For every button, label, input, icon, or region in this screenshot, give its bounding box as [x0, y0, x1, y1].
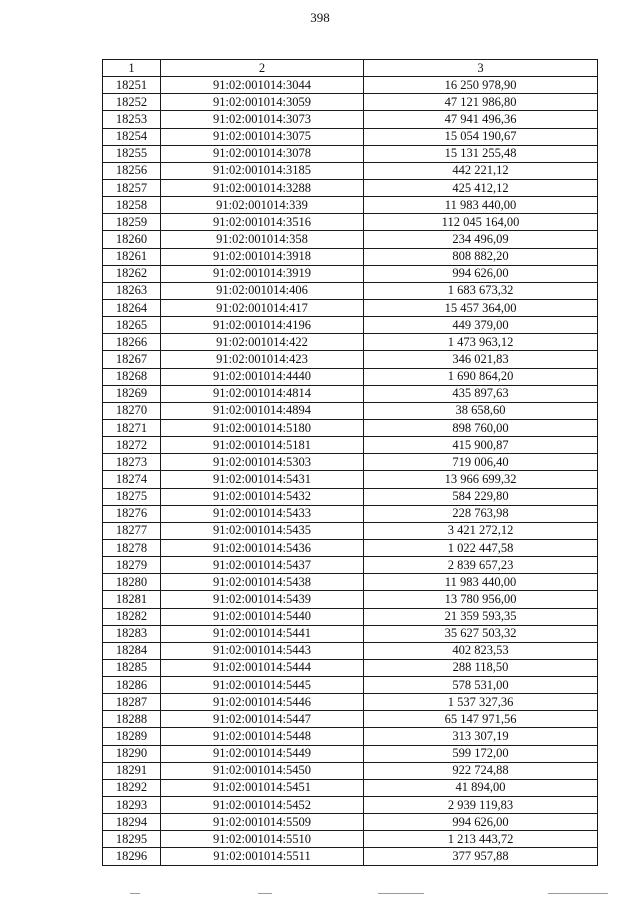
- cadastral-number: 91:02:001014:3078: [161, 145, 364, 162]
- cadastral-value: 11 983 440,00: [364, 574, 598, 591]
- cadastral-number: 91:02:001014:422: [161, 334, 364, 351]
- cadastral-number: 91:02:001014:406: [161, 282, 364, 299]
- cadastral-value: 922 724,88: [364, 762, 598, 779]
- table-row: [103, 762, 598, 779]
- table-row: [103, 779, 598, 796]
- table-row: [103, 591, 598, 608]
- cadastral-value: 346 021,83: [364, 351, 598, 368]
- row-number: 18251: [103, 77, 161, 94]
- cadastral-number: 91:02:001014:5431: [161, 471, 364, 488]
- table-row: [103, 111, 598, 128]
- row-number: 18283: [103, 625, 161, 642]
- cadastral-value: 1 690 864,20: [364, 368, 598, 385]
- cadastral-number: 91:02:001014:5303: [161, 454, 364, 471]
- cadastral-value: 584 229,80: [364, 488, 598, 505]
- table-row: [103, 128, 598, 145]
- table-row: [103, 265, 598, 282]
- row-number: 18264: [103, 299, 161, 316]
- table-row: [103, 522, 598, 539]
- cadastral-value: 435 897,63: [364, 385, 598, 402]
- cadastral-value: 1 683 673,32: [364, 282, 598, 299]
- table-row: [103, 145, 598, 162]
- table-row: [103, 214, 598, 231]
- table-row: [103, 557, 598, 574]
- cadastral-value: 578 531,00: [364, 677, 598, 694]
- row-number: 18281: [103, 591, 161, 608]
- cadastral-number: 91:02:001014:5432: [161, 488, 364, 505]
- cadastral-value: 228 763,98: [364, 505, 598, 522]
- table-body: [103, 77, 598, 865]
- row-number: 18260: [103, 231, 161, 248]
- column-header-1: 1: [103, 60, 161, 77]
- cadastral-value: 13 780 956,00: [364, 591, 598, 608]
- row-number: 18279: [103, 557, 161, 574]
- cadastral-value: 898 760,00: [364, 419, 598, 436]
- cadastral-number: 91:02:001014:5436: [161, 539, 364, 556]
- cadastral-number: 91:02:001014:3516: [161, 214, 364, 231]
- cadastral-value: 2 839 657,23: [364, 557, 598, 574]
- cadastral-number: 91:02:001014:4196: [161, 317, 364, 334]
- row-number: 18256: [103, 162, 161, 179]
- cadastral-number: 91:02:001014:4814: [161, 385, 364, 402]
- cadastral-number: 91:02:001014:5446: [161, 694, 364, 711]
- cadastral-number: 91:02:001014:5443: [161, 642, 364, 659]
- cadastral-number: 91:02:001014:5447: [161, 711, 364, 728]
- table-row: [103, 625, 598, 642]
- row-number: 18280: [103, 574, 161, 591]
- cadastral-value: 41 894,00: [364, 779, 598, 796]
- cadastral-value: 994 626,00: [364, 265, 598, 282]
- cadastral-value: 377 957,88: [364, 848, 598, 865]
- page-number: 398: [310, 10, 330, 25]
- cadastral-number: 91:02:001014:5509: [161, 814, 364, 831]
- row-number: 18288: [103, 711, 161, 728]
- cadastral-number: 91:02:001014:5452: [161, 797, 364, 814]
- row-number: 18270: [103, 402, 161, 419]
- cadastral-value: 11 983 440,00: [364, 197, 598, 214]
- cadastral-value: 15 457 364,00: [364, 299, 598, 316]
- cadastral-value: 16 250 978,90: [364, 77, 598, 94]
- cadastral-number: 91:02:001014:5444: [161, 659, 364, 676]
- table-row: [103, 745, 598, 762]
- cadastral-number: 91:02:001014:5445: [161, 677, 364, 694]
- table-row: [103, 402, 598, 419]
- cadastral-number: 91:02:001014:5181: [161, 437, 364, 454]
- cadastral-number: 91:02:001014:5437: [161, 557, 364, 574]
- cadastral-value: 415 900,87: [364, 437, 598, 454]
- cadastral-number: 91:02:001014:3919: [161, 265, 364, 282]
- row-number: 18266: [103, 334, 161, 351]
- table-row: [103, 179, 598, 196]
- cadastral-number: 91:02:001014:3044: [161, 77, 364, 94]
- cadastral-number: 91:02:001014:3059: [161, 94, 364, 111]
- row-number: 18272: [103, 437, 161, 454]
- row-number: 18269: [103, 385, 161, 402]
- row-number: 18276: [103, 505, 161, 522]
- cadastral-number: 91:02:001014:5180: [161, 419, 364, 436]
- row-number: 18252: [103, 94, 161, 111]
- row-number: 18268: [103, 368, 161, 385]
- table-row: [103, 797, 598, 814]
- column-header-2: 2: [161, 60, 364, 77]
- row-number: 18254: [103, 128, 161, 145]
- row-number: 18293: [103, 797, 161, 814]
- cadastral-value: 3 421 272,12: [364, 522, 598, 539]
- cadastral-value: 442 221,12: [364, 162, 598, 179]
- row-number: 18292: [103, 779, 161, 796]
- scan-mark: [258, 893, 272, 894]
- cadastral-number: 91:02:001014:5433: [161, 505, 364, 522]
- cadastral-value: 15 131 255,48: [364, 145, 598, 162]
- row-number: 18289: [103, 728, 161, 745]
- cadastral-number: 91:02:001014:5511: [161, 848, 364, 865]
- table-row: [103, 385, 598, 402]
- cadastral-value: 808 882,20: [364, 248, 598, 265]
- table-row: [103, 814, 598, 831]
- row-number: 18286: [103, 677, 161, 694]
- cadastral-value: 47 941 496,36: [364, 111, 598, 128]
- cadastral-number: 91:02:001014:3288: [161, 179, 364, 196]
- row-number: 18287: [103, 694, 161, 711]
- cadastral-value: 15 054 190,67: [364, 128, 598, 145]
- table-row: [103, 488, 598, 505]
- cadastral-value: 599 172,00: [364, 745, 598, 762]
- row-number: 18257: [103, 179, 161, 196]
- table-row: [103, 539, 598, 556]
- cadastral-value: 425 412,12: [364, 179, 598, 196]
- cadastral-number: 91:02:001014:5451: [161, 779, 364, 796]
- row-number: 18296: [103, 848, 161, 865]
- cadastral-value: 1 537 327,36: [364, 694, 598, 711]
- table-row: [103, 728, 598, 745]
- cadastral-value: 449 379,00: [364, 317, 598, 334]
- cadastral-number: 91:02:001014:358: [161, 231, 364, 248]
- cadastral-value: 1 022 447,58: [364, 539, 598, 556]
- table-row: [103, 659, 598, 676]
- table-row: [103, 831, 598, 848]
- row-number: 18282: [103, 608, 161, 625]
- cadastral-number: 91:02:001014:4894: [161, 402, 364, 419]
- table-row: [103, 574, 598, 591]
- row-number: 18291: [103, 762, 161, 779]
- row-number: 18262: [103, 265, 161, 282]
- scan-artifacts: [0, 893, 640, 904]
- cadastral-number: 91:02:001014:5435: [161, 522, 364, 539]
- table-row: [103, 351, 598, 368]
- row-number: 18285: [103, 659, 161, 676]
- table-row: [103, 608, 598, 625]
- data-table: [102, 59, 598, 866]
- table-row: [103, 94, 598, 111]
- row-number: 18263: [103, 282, 161, 299]
- cadastral-value: 13 966 699,32: [364, 471, 598, 488]
- cadastral-number: 91:02:001014:4440: [161, 368, 364, 385]
- scan-mark: [548, 893, 608, 894]
- cadastral-value: 35 627 503,32: [364, 625, 598, 642]
- table-row: [103, 231, 598, 248]
- scan-mark: [378, 893, 424, 894]
- cadastral-number: 91:02:001014:5450: [161, 762, 364, 779]
- row-number: 18290: [103, 745, 161, 762]
- table-row: [103, 677, 598, 694]
- table-row: [103, 299, 598, 316]
- row-number: 18273: [103, 454, 161, 471]
- table-row: [103, 454, 598, 471]
- cadastral-value: 234 496,09: [364, 231, 598, 248]
- row-number: 18259: [103, 214, 161, 231]
- cadastral-value: 313 307,19: [364, 728, 598, 745]
- cadastral-value: 112 045 164,00: [364, 214, 598, 231]
- table-row: [103, 419, 598, 436]
- table-row: [103, 471, 598, 488]
- row-number: 18284: [103, 642, 161, 659]
- row-number: 18253: [103, 111, 161, 128]
- cadastral-number: 91:02:001014:339: [161, 197, 364, 214]
- row-number: 18267: [103, 351, 161, 368]
- cadastral-value: 2 939 119,83: [364, 797, 598, 814]
- row-number: 18275: [103, 488, 161, 505]
- cadastral-number: 91:02:001014:5449: [161, 745, 364, 762]
- table-row: [103, 848, 598, 865]
- cadastral-number: 91:02:001014:3185: [161, 162, 364, 179]
- table-row: [103, 642, 598, 659]
- cadastral-number: 91:02:001014:5438: [161, 574, 364, 591]
- table-row: [103, 711, 598, 728]
- table-row: [103, 197, 598, 214]
- cadastral-value: 288 118,50: [364, 659, 598, 676]
- cadastral-number: 91:02:001014:423: [161, 351, 364, 368]
- row-number: 18265: [103, 317, 161, 334]
- row-number: 18295: [103, 831, 161, 848]
- cadastral-number: 91:02:001014:3075: [161, 128, 364, 145]
- table-row: [103, 368, 598, 385]
- cadastral-number: 91:02:001014:5439: [161, 591, 364, 608]
- cadastral-value: 994 626,00: [364, 814, 598, 831]
- table-row: [103, 437, 598, 454]
- table-row: [103, 317, 598, 334]
- row-number: 18278: [103, 539, 161, 556]
- row-number: 18255: [103, 145, 161, 162]
- column-header-3: 3: [364, 60, 598, 77]
- scan-mark: [130, 893, 140, 894]
- cadastral-number: 91:02:001014:5448: [161, 728, 364, 745]
- cadastral-number: 91:02:001014:5510: [161, 831, 364, 848]
- cadastral-number: 91:02:001014:417: [161, 299, 364, 316]
- cadastral-number: 91:02:001014:3918: [161, 248, 364, 265]
- cadastral-value: 47 121 986,80: [364, 94, 598, 111]
- row-number: 18261: [103, 248, 161, 265]
- cadastral-number: 91:02:001014:5441: [161, 625, 364, 642]
- cadastral-value: 719 006,40: [364, 454, 598, 471]
- cadastral-value: 38 658,60: [364, 402, 598, 419]
- cadastral-number: 91:02:001014:3073: [161, 111, 364, 128]
- table-row: [103, 77, 598, 94]
- row-number: 18277: [103, 522, 161, 539]
- table-row: [103, 282, 598, 299]
- cadastral-value: 21 359 593,35: [364, 608, 598, 625]
- table-row: [103, 248, 598, 265]
- row-number: 18294: [103, 814, 161, 831]
- cadastral-value: 1 473 963,12: [364, 334, 598, 351]
- table-row: [103, 505, 598, 522]
- row-number: 18258: [103, 197, 161, 214]
- table-header-row: [103, 60, 598, 77]
- row-number: 18274: [103, 471, 161, 488]
- row-number: 18271: [103, 419, 161, 436]
- table-row: [103, 162, 598, 179]
- table-row: [103, 694, 598, 711]
- cadastral-value: 65 147 971,56: [364, 711, 598, 728]
- table-row: [103, 334, 598, 351]
- cadastral-value: 402 823,53: [364, 642, 598, 659]
- cadastral-value: 1 213 443,72: [364, 831, 598, 848]
- cadastral-number: 91:02:001014:5440: [161, 608, 364, 625]
